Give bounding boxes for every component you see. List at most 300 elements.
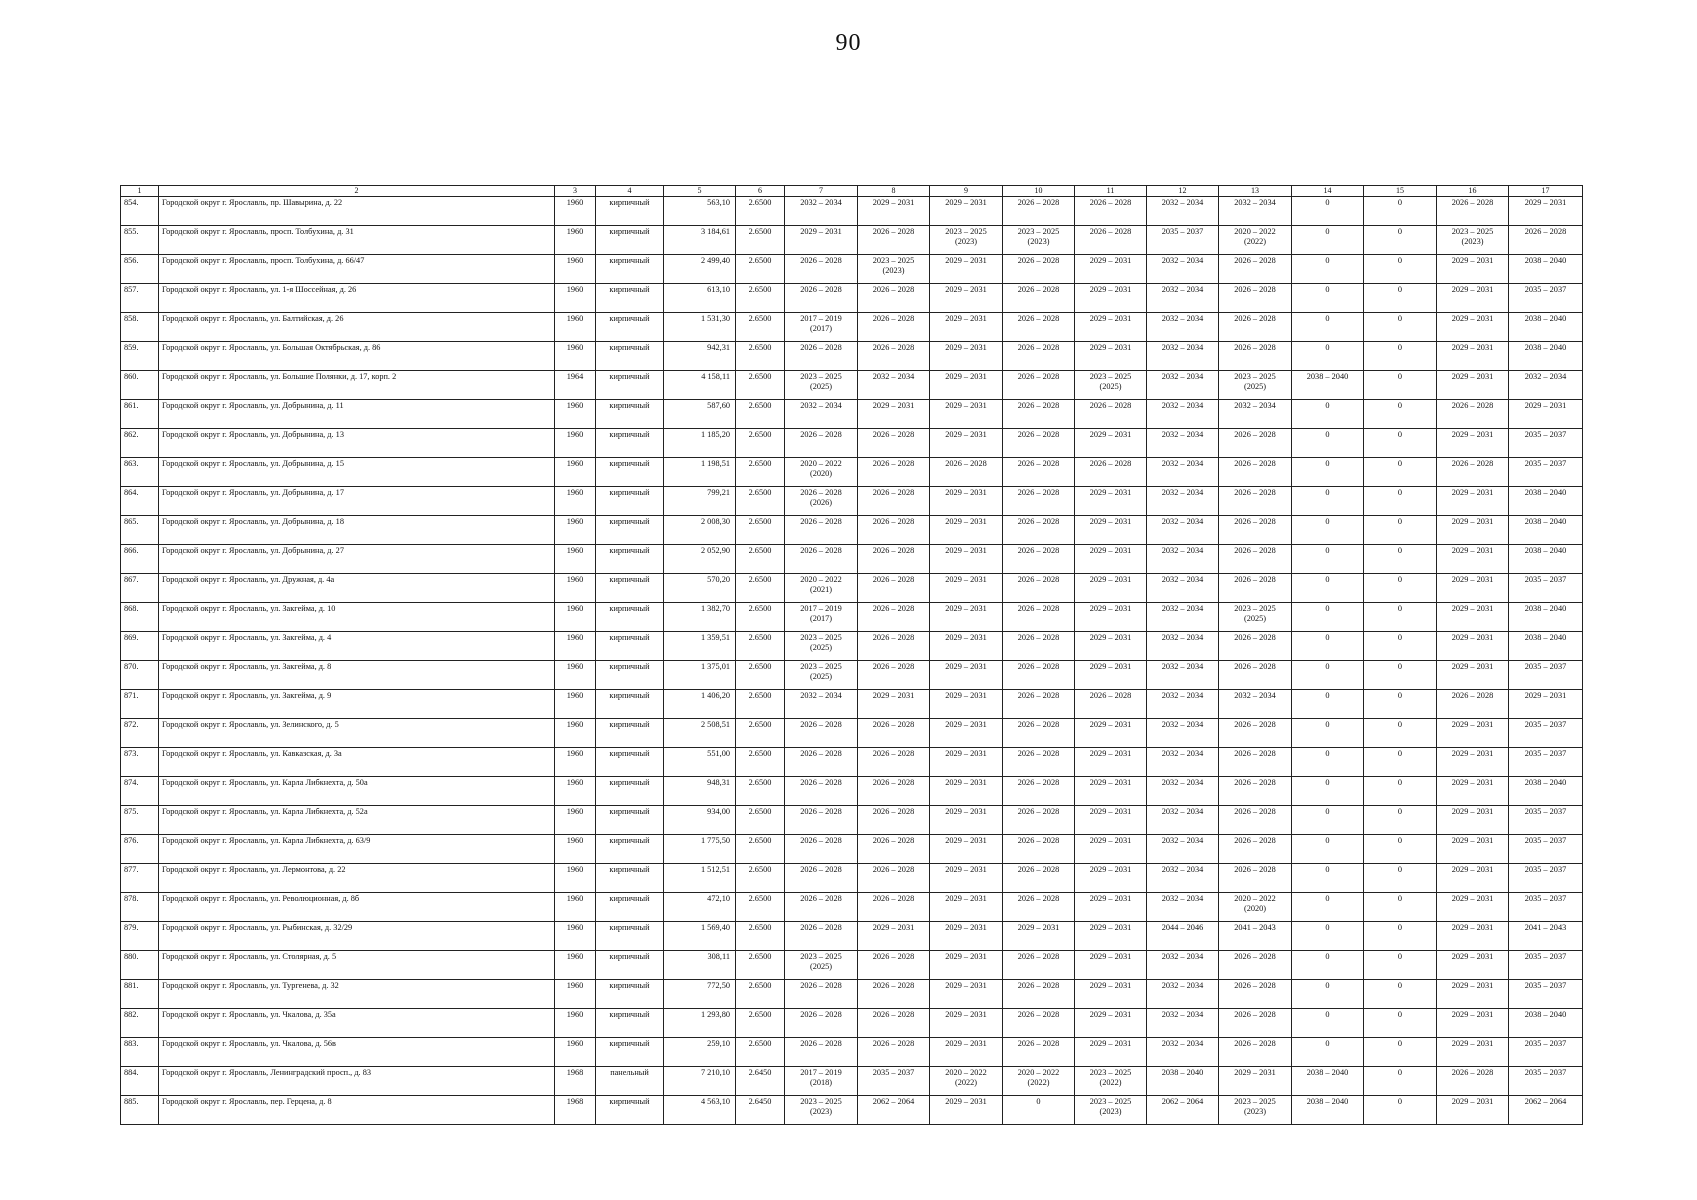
cell-material: кирпичный	[596, 313, 664, 342]
cell-area: 799,21	[664, 487, 736, 516]
actual-year: (2017)	[809, 323, 833, 333]
cell-c13: 2029 – 2031	[1219, 1067, 1292, 1096]
cell-c7	[785, 487, 858, 516]
cell-c8: 2035 – 2037	[858, 1067, 930, 1096]
cell-area: 563,10	[664, 197, 736, 226]
cell-c11: 2029 – 2031	[1075, 980, 1147, 1009]
cell-address: Городской округ г. Ярославль, ул. Столярная, д. 5	[159, 951, 555, 980]
cell-c17: 2038 – 2040	[1509, 545, 1583, 574]
table-row	[121, 835, 1583, 864]
cell-year: 1964	[555, 371, 596, 400]
cell-c7: 2032 – 2034	[785, 690, 858, 719]
cell-c17: 2035 – 2037	[1509, 661, 1583, 690]
cell-c9	[930, 1067, 1003, 1096]
period-range: 2020 – 2022	[1234, 227, 1276, 236]
cell-c9: 2029 – 2031	[930, 371, 1003, 400]
cell-year: 1960	[555, 864, 596, 893]
cell-no: 869.	[121, 632, 159, 661]
cell-c12: 2032 – 2034	[1147, 603, 1219, 632]
table-row	[121, 313, 1583, 342]
cell-c11: 2026 – 2028	[1075, 226, 1147, 255]
cell-c15: 0	[1364, 719, 1437, 748]
cell-coef: 2.6500	[736, 690, 785, 719]
cell-c7: 2029 – 2031	[785, 226, 858, 255]
cell-c13: 2026 – 2028	[1219, 632, 1292, 661]
cell-c14: 0	[1292, 661, 1364, 690]
cell-c16: 2026 – 2028	[1437, 197, 1509, 226]
cell-area: 2 499,40	[664, 255, 736, 284]
cell-c14: 0	[1292, 400, 1364, 429]
cell-c14: 0	[1292, 603, 1364, 632]
cell-area: 1 359,51	[664, 632, 736, 661]
cell-material: кирпичный	[596, 1009, 664, 1038]
cell-c12: 2032 – 2034	[1147, 661, 1219, 690]
cell-material: кирпичный	[596, 748, 664, 777]
cell-c17: 2035 – 2037	[1509, 748, 1583, 777]
cell-c11: 2029 – 2031	[1075, 893, 1147, 922]
cell-c16: 2029 – 2031	[1437, 632, 1509, 661]
cell-c17: 2038 – 2040	[1509, 313, 1583, 342]
period-range: 2023 – 2025	[800, 662, 842, 671]
cell-c10	[1003, 1067, 1075, 1096]
cell-c16: 2026 – 2028	[1437, 690, 1509, 719]
cell-c14: 2038 – 2040	[1292, 1067, 1364, 1096]
column-header-12: 12	[1147, 186, 1219, 197]
cell-c17: 2035 – 2037	[1509, 1067, 1583, 1096]
cell-c10: 2026 – 2028	[1003, 197, 1075, 226]
table-row	[121, 1096, 1583, 1125]
cell-address: Городской округ г. Ярославль, ул. Закгейма, д. 10	[159, 603, 555, 632]
table-row	[121, 1038, 1583, 1067]
cell-c7: 2026 – 2028	[785, 342, 858, 371]
cell-coef: 2.6500	[736, 893, 785, 922]
cell-c13	[1219, 603, 1292, 632]
column-header-15: 15	[1364, 186, 1437, 197]
cell-c17: 2035 – 2037	[1509, 951, 1583, 980]
column-number-row	[121, 186, 1583, 197]
cell-area: 1 293,80	[664, 1009, 736, 1038]
cell-c15: 0	[1364, 922, 1437, 951]
cell-c7	[785, 313, 858, 342]
cell-c16: 2029 – 2031	[1437, 661, 1509, 690]
cell-c11: 2026 – 2028	[1075, 197, 1147, 226]
cell-no: 878.	[121, 893, 159, 922]
cell-c11: 2029 – 2031	[1075, 632, 1147, 661]
cell-c13: 2026 – 2028	[1219, 255, 1292, 284]
period-range: 2020 – 2022	[1017, 1068, 1060, 1077]
cell-c11: 2029 – 2031	[1075, 719, 1147, 748]
cell-area: 472,10	[664, 893, 736, 922]
cell-no: 861.	[121, 400, 159, 429]
cell-c17: 2035 – 2037	[1509, 1038, 1583, 1067]
cell-c12: 2032 – 2034	[1147, 255, 1219, 284]
cell-year: 1960	[555, 603, 596, 632]
cell-c9: 2026 – 2028	[930, 458, 1003, 487]
cell-c7: 2026 – 2028	[785, 980, 858, 1009]
cell-address: Городской округ г. Ярославль, просп. Толбухина, д. 31	[159, 226, 555, 255]
cell-c8: 2026 – 2028	[858, 719, 930, 748]
cell-c15: 0	[1364, 342, 1437, 371]
cell-c8: 2026 – 2028	[858, 342, 930, 371]
cell-c14: 0	[1292, 951, 1364, 980]
cell-material: кирпичный	[596, 487, 664, 516]
cell-c14: 0	[1292, 1009, 1364, 1038]
actual-year: (2023)	[1099, 1106, 1122, 1116]
table-row	[121, 777, 1583, 806]
cell-area: 3 184,61	[664, 226, 736, 255]
cell-c13: 2032 – 2034	[1219, 197, 1292, 226]
cell-c13: 2026 – 2028	[1219, 313, 1292, 342]
cell-c17: 2029 – 2031	[1509, 690, 1583, 719]
table-row	[121, 574, 1583, 603]
cell-year: 1960	[555, 806, 596, 835]
cell-year: 1960	[555, 400, 596, 429]
cell-no: 880.	[121, 951, 159, 980]
actual-year: (2022)	[1099, 1077, 1122, 1087]
actual-year: (2021)	[809, 584, 833, 594]
cell-address: Городской округ г. Ярославль, просп. Толбухина, д. 66/47	[159, 255, 555, 284]
cell-material: кирпичный	[596, 806, 664, 835]
cell-address: Городской округ г. Ярославль, ул. Лермонтова, д. 22	[159, 864, 555, 893]
cell-coef: 2.6500	[736, 429, 785, 458]
cell-address: Городской округ г. Ярославль, ул. Карла Либкнехта, д. 63/9	[159, 835, 555, 864]
cell-c8: 2026 – 2028	[858, 980, 930, 1009]
cell-c17: 2035 – 2037	[1509, 719, 1583, 748]
cell-area: 2 008,30	[664, 516, 736, 545]
cell-c10: 2026 – 2028	[1003, 632, 1075, 661]
cell-c10: 2026 – 2028	[1003, 719, 1075, 748]
column-header-2: 2	[159, 186, 555, 197]
cell-c10: 2026 – 2028	[1003, 284, 1075, 313]
column-header-1: 1	[121, 186, 159, 197]
table-row	[121, 690, 1583, 719]
period-range: 2020 – 2022	[800, 575, 842, 584]
table-row	[121, 864, 1583, 893]
cell-area: 2 052,90	[664, 545, 736, 574]
cell-c8: 2026 – 2028	[858, 1038, 930, 1067]
cell-c15: 0	[1364, 429, 1437, 458]
cell-c11: 2029 – 2031	[1075, 487, 1147, 516]
period-range: 2023 – 2025	[800, 633, 842, 642]
cell-c12: 2032 – 2034	[1147, 893, 1219, 922]
cell-c8: 2026 – 2028	[858, 632, 930, 661]
cell-c7	[785, 951, 858, 980]
cell-material: кирпичный	[596, 284, 664, 313]
cell-c8: 2026 – 2028	[858, 603, 930, 632]
cell-c11: 2029 – 2031	[1075, 284, 1147, 313]
actual-year: (2018)	[809, 1077, 833, 1087]
cell-c8: 2026 – 2028	[858, 545, 930, 574]
actual-year: (2023)	[954, 236, 978, 246]
cell-material: кирпичный	[596, 429, 664, 458]
cell-year: 1960	[555, 545, 596, 574]
cell-c12: 2032 – 2034	[1147, 313, 1219, 342]
table-row	[121, 255, 1583, 284]
cell-c16	[1437, 226, 1509, 255]
cell-c9: 2029 – 2031	[930, 951, 1003, 980]
cell-c15: 0	[1364, 1067, 1437, 1096]
period-range: 2023 – 2025	[872, 256, 915, 265]
cell-c17: 2038 – 2040	[1509, 1009, 1583, 1038]
cell-c7: 2026 – 2028	[785, 545, 858, 574]
cell-c15: 0	[1364, 777, 1437, 806]
cell-c7	[785, 574, 858, 603]
cell-c10: 2026 – 2028	[1003, 748, 1075, 777]
table-row	[121, 603, 1583, 632]
actual-year: (2020)	[1243, 903, 1267, 913]
cell-c15: 0	[1364, 661, 1437, 690]
cell-c17: 2038 – 2040	[1509, 516, 1583, 545]
cell-coef: 2.6500	[736, 951, 785, 980]
cell-area: 308,11	[664, 951, 736, 980]
actual-year: (2025)	[1099, 381, 1122, 391]
cell-c10	[1003, 226, 1075, 255]
cell-c12: 2038 – 2040	[1147, 1067, 1219, 1096]
table-row	[121, 1067, 1583, 1096]
cell-no: 883.	[121, 1038, 159, 1067]
cell-c17: 2035 – 2037	[1509, 574, 1583, 603]
cell-c14: 0	[1292, 429, 1364, 458]
cell-c16: 2029 – 2031	[1437, 980, 1509, 1009]
cell-c15: 0	[1364, 458, 1437, 487]
period-range: 2023 – 2025	[1234, 372, 1276, 381]
cell-c15: 0	[1364, 1038, 1437, 1067]
cell-c12: 2032 – 2034	[1147, 951, 1219, 980]
cell-c10: 2026 – 2028	[1003, 835, 1075, 864]
actual-year: (2022)	[1027, 1077, 1050, 1087]
cell-coef: 2.6500	[736, 255, 785, 284]
cell-address: Городской округ г. Ярославль, Ленинградский просп., д. 83	[159, 1067, 555, 1096]
table-body	[121, 186, 1583, 1125]
cell-c9: 2029 – 2031	[930, 806, 1003, 835]
cell-c14: 0	[1292, 545, 1364, 574]
cell-c11: 2029 – 2031	[1075, 255, 1147, 284]
column-header-9: 9	[930, 186, 1003, 197]
cell-coef: 2.6500	[736, 371, 785, 400]
cell-c10: 2026 – 2028	[1003, 603, 1075, 632]
cell-c14: 0	[1292, 835, 1364, 864]
cell-no: 854.	[121, 197, 159, 226]
column-header-14: 14	[1292, 186, 1364, 197]
cell-c9: 2029 – 2031	[930, 835, 1003, 864]
cell-year: 1960	[555, 748, 596, 777]
period-range: 2023 – 2025	[1451, 227, 1494, 236]
cell-c16: 2029 – 2031	[1437, 487, 1509, 516]
cell-area: 1 775,50	[664, 835, 736, 864]
cell-c16: 2029 – 2031	[1437, 429, 1509, 458]
cell-c13: 2026 – 2028	[1219, 516, 1292, 545]
cell-year: 1960	[555, 255, 596, 284]
cell-c9: 2029 – 2031	[930, 400, 1003, 429]
cell-c7: 2026 – 2028	[785, 748, 858, 777]
cell-c11: 2029 – 2031	[1075, 603, 1147, 632]
cell-c13: 2026 – 2028	[1219, 487, 1292, 516]
cell-c17: 2038 – 2040	[1509, 632, 1583, 661]
cell-c7: 2026 – 2028	[785, 922, 858, 951]
cell-c9: 2029 – 2031	[930, 284, 1003, 313]
cell-c9: 2029 – 2031	[930, 603, 1003, 632]
cell-address: Городской округ г. Ярославль, ул. Закгейма, д. 8	[159, 661, 555, 690]
cell-year: 1960	[555, 777, 596, 806]
cell-material: кирпичный	[596, 226, 664, 255]
cell-c16: 2029 – 2031	[1437, 574, 1509, 603]
cell-c10: 2026 – 2028	[1003, 545, 1075, 574]
cell-c16: 2029 – 2031	[1437, 1009, 1509, 1038]
cell-c16: 2029 – 2031	[1437, 1096, 1509, 1125]
cell-c7: 2026 – 2028	[785, 806, 858, 835]
cell-c14: 0	[1292, 458, 1364, 487]
cell-no: 865.	[121, 516, 159, 545]
cell-area: 613,10	[664, 284, 736, 313]
cell-c10: 2026 – 2028	[1003, 516, 1075, 545]
cell-material: кирпичный	[596, 777, 664, 806]
cell-year: 1960	[555, 458, 596, 487]
cell-year: 1960	[555, 487, 596, 516]
cell-no: 856.	[121, 255, 159, 284]
cell-address: Городской округ г. Ярославль, ул. Добрынина, д. 15	[159, 458, 555, 487]
actual-year: (2023)	[882, 265, 905, 275]
cell-material: кирпичный	[596, 1096, 664, 1125]
cell-c11	[1075, 1096, 1147, 1125]
cell-coef: 2.6500	[736, 284, 785, 313]
cell-c7: 2026 – 2028	[785, 516, 858, 545]
cell-c13: 2026 – 2028	[1219, 284, 1292, 313]
cell-no: 875.	[121, 806, 159, 835]
cell-c8: 2026 – 2028	[858, 313, 930, 342]
cell-c13: 2041 – 2043	[1219, 922, 1292, 951]
cell-c16: 2029 – 2031	[1437, 313, 1509, 342]
cell-c15: 0	[1364, 603, 1437, 632]
cell-c15: 0	[1364, 980, 1437, 1009]
cell-c13: 2026 – 2028	[1219, 429, 1292, 458]
cell-c7: 2026 – 2028	[785, 835, 858, 864]
period-range: 2020 – 2022	[800, 459, 842, 468]
cell-area: 1 512,51	[664, 864, 736, 893]
table-row	[121, 458, 1583, 487]
cell-c13	[1219, 371, 1292, 400]
cell-material: панельный	[596, 1067, 664, 1096]
table-row	[121, 661, 1583, 690]
cell-c7: 2026 – 2028	[785, 255, 858, 284]
cell-year: 1960	[555, 719, 596, 748]
cell-coef: 2.6500	[736, 806, 785, 835]
cell-c17: 2041 – 2043	[1509, 922, 1583, 951]
cell-area: 1 569,40	[664, 922, 736, 951]
cell-c16: 2026 – 2028	[1437, 400, 1509, 429]
cell-c14: 0	[1292, 1038, 1364, 1067]
cell-address: Городской округ г. Ярославль, ул. Закгейма, д. 9	[159, 690, 555, 719]
cell-coef: 2.6500	[736, 574, 785, 603]
actual-year: (2022)	[954, 1077, 978, 1087]
cell-c16: 2029 – 2031	[1437, 748, 1509, 777]
cell-coef: 2.6500	[736, 980, 785, 1009]
cell-c10: 2026 – 2028	[1003, 342, 1075, 371]
cell-c16: 2029 – 2031	[1437, 371, 1509, 400]
cell-year: 1960	[555, 835, 596, 864]
cell-no: 872.	[121, 719, 159, 748]
cell-c8: 2029 – 2031	[858, 922, 930, 951]
cell-c14: 0	[1292, 197, 1364, 226]
cell-c16: 2029 – 2031	[1437, 893, 1509, 922]
cell-c8: 2029 – 2031	[858, 690, 930, 719]
cell-no: 881.	[121, 980, 159, 1009]
table-row	[121, 429, 1583, 458]
cell-c9: 2029 – 2031	[930, 719, 1003, 748]
cell-address: Городской округ г. Ярославль, ул. Рыбинская, д. 32/29	[159, 922, 555, 951]
cell-c13: 2026 – 2028	[1219, 458, 1292, 487]
cell-c14: 0	[1292, 487, 1364, 516]
cell-c15: 0	[1364, 748, 1437, 777]
period-range: 2023 – 2025	[945, 227, 987, 236]
cell-no: 885.	[121, 1096, 159, 1125]
cell-c10: 2026 – 2028	[1003, 313, 1075, 342]
cell-address: Городской округ г. Ярославль, ул. Закгейма, д. 4	[159, 632, 555, 661]
cell-area: 1 531,30	[664, 313, 736, 342]
cell-c11: 2029 – 2031	[1075, 545, 1147, 574]
period-range: 2023 – 2025	[1089, 1097, 1132, 1106]
cell-area: 259,10	[664, 1038, 736, 1067]
cell-year: 1960	[555, 661, 596, 690]
cell-no: 862.	[121, 429, 159, 458]
table-row	[121, 893, 1583, 922]
cell-c8: 2062 – 2064	[858, 1096, 930, 1125]
cell-c8	[858, 255, 930, 284]
actual-year: (2023)	[809, 1106, 833, 1116]
cell-address: Городской округ г. Ярославль, ул. Революционная, д. 8б	[159, 893, 555, 922]
cell-coef: 2.6500	[736, 1038, 785, 1067]
cell-c14: 0	[1292, 748, 1364, 777]
cell-no: 863.	[121, 458, 159, 487]
cell-no: 879.	[121, 922, 159, 951]
cell-c7	[785, 371, 858, 400]
cell-material: кирпичный	[596, 574, 664, 603]
table-row	[121, 197, 1583, 226]
table-row	[121, 342, 1583, 371]
cell-no: 855.	[121, 226, 159, 255]
cell-address: Городской округ г. Ярославль, ул. Большая Октябрьская, д. 86	[159, 342, 555, 371]
column-header-11: 11	[1075, 186, 1147, 197]
cell-c12: 2032 – 2034	[1147, 197, 1219, 226]
cell-address: Городской округ г. Ярославль, ул. Чкалова, д. 35а	[159, 1009, 555, 1038]
cell-c13: 2026 – 2028	[1219, 1038, 1292, 1067]
cell-c11: 2029 – 2031	[1075, 1009, 1147, 1038]
cell-material: кирпичный	[596, 980, 664, 1009]
cell-c14: 2038 – 2040	[1292, 1096, 1364, 1125]
table-row	[121, 400, 1583, 429]
cell-coef: 2.6450	[736, 1096, 785, 1125]
cell-area: 948,31	[664, 777, 736, 806]
cell-c15: 0	[1364, 1096, 1437, 1125]
cell-c13: 2026 – 2028	[1219, 864, 1292, 893]
cell-c7: 2026 – 2028	[785, 893, 858, 922]
cell-c14: 0	[1292, 864, 1364, 893]
cell-c11: 2029 – 2031	[1075, 429, 1147, 458]
cell-year: 1960	[555, 690, 596, 719]
cell-c13: 2026 – 2028	[1219, 545, 1292, 574]
cell-material: кирпичный	[596, 516, 664, 545]
cell-c7: 2026 – 2028	[785, 429, 858, 458]
cell-c13: 2026 – 2028	[1219, 951, 1292, 980]
cell-c13: 2026 – 2028	[1219, 661, 1292, 690]
cell-c17: 2038 – 2040	[1509, 603, 1583, 632]
cell-area: 772,50	[664, 980, 736, 1009]
column-header-3: 3	[555, 186, 596, 197]
cell-c8: 2026 – 2028	[858, 893, 930, 922]
cell-c14: 0	[1292, 255, 1364, 284]
cell-address: Городской округ г. Ярославль, ул. Зелинского, д. 5	[159, 719, 555, 748]
column-header-7: 7	[785, 186, 858, 197]
cell-c11: 2029 – 2031	[1075, 516, 1147, 545]
